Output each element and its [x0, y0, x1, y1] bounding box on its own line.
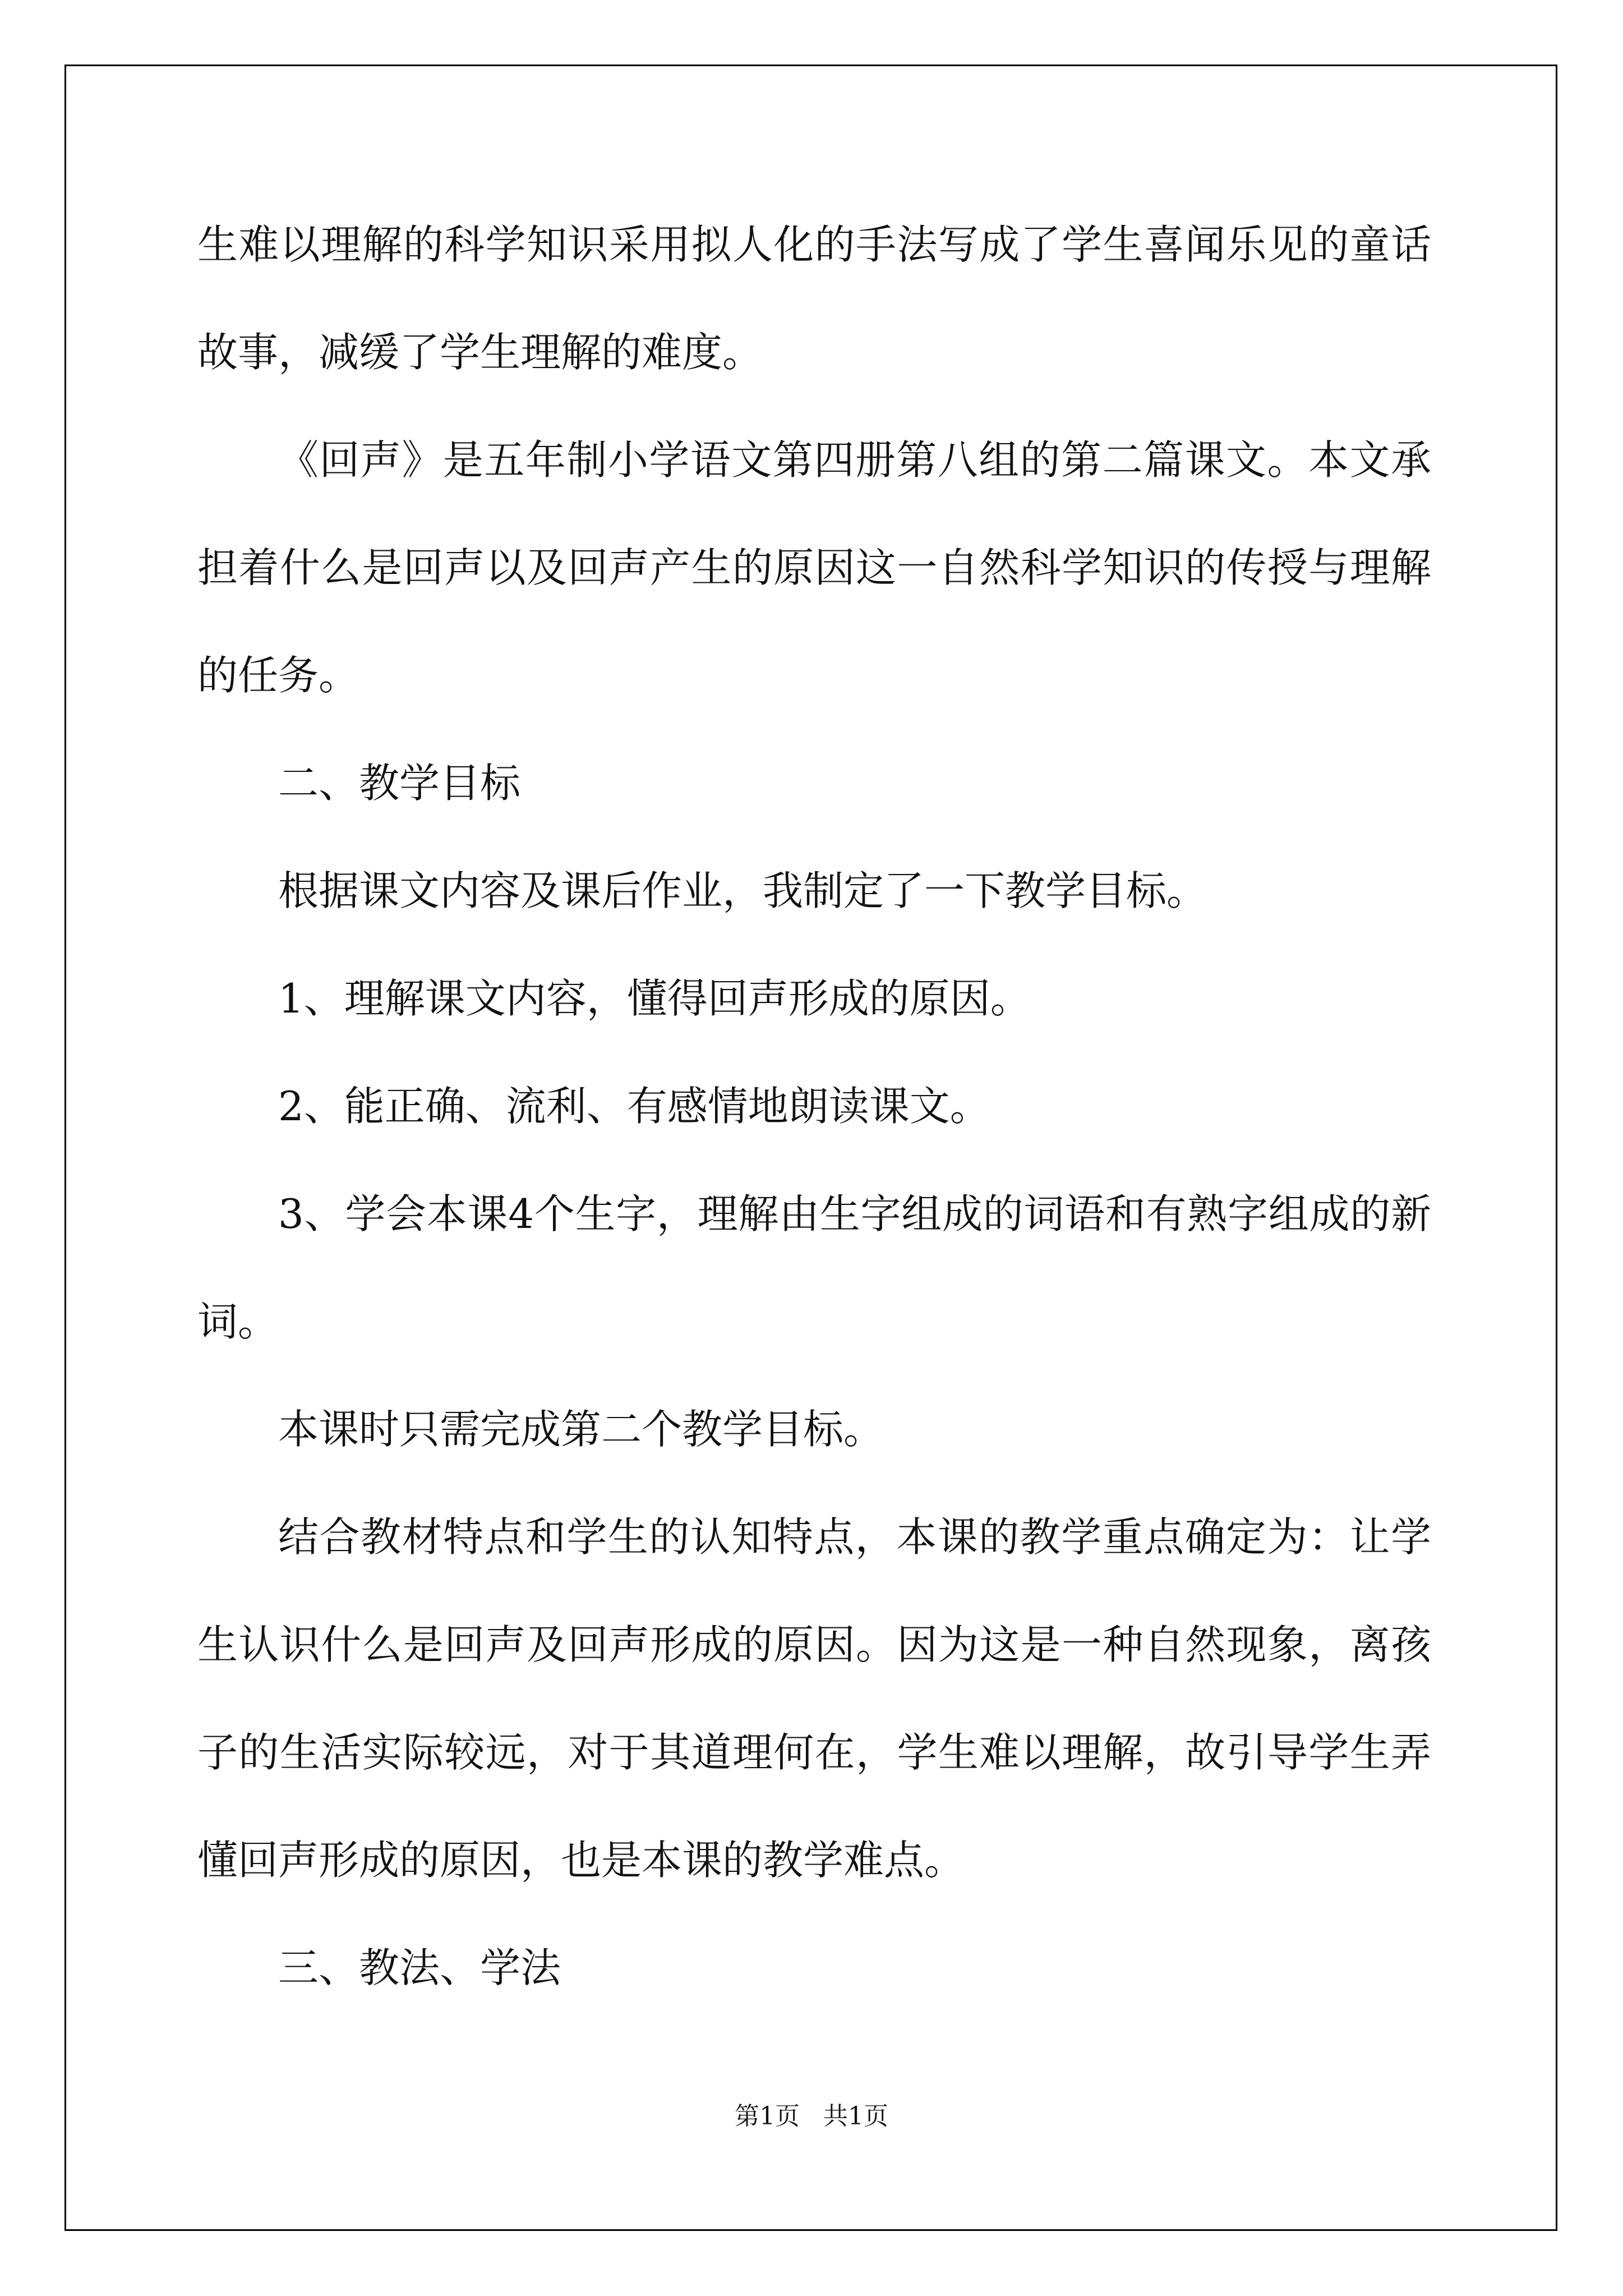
- section-heading-3: 三、教法、学法: [278, 1944, 561, 1991]
- objective-3: 3、学会本课4个生字，理解由生字组成的词语和有熟字组成的新词。: [197, 1190, 1431, 1345]
- page-footer: 第1页 共1页: [735, 2102, 888, 2131]
- paragraph-2: 《回声》是五年制小学语文第四册第八组的第二篇课文。本文承担着什么是回声以及回声产生的原因这一自然科学知识的传授与理解的任务。: [197, 436, 1431, 699]
- paragraph-1: 生难以理解的科学知识采用拟人化的手法写成了学生喜闻乐见的童话故事，减缓了学生理解的难度。: [197, 221, 1431, 376]
- objective-1: 1、理解课文内容，懂得回声形成的原因。: [278, 975, 1031, 1022]
- paragraph-8: 本课时只需完成第二个教学目标。: [278, 1406, 884, 1453]
- objective-2: 2、能正确、流利、有感情地朗读课文。: [278, 1083, 990, 1130]
- document-body: [197, 191, 1431, 2022]
- paragraph-9: 结合教材特点和学生的认知特点，本课的教学重点确定为：让学生认识什么是回声及回声形成的原因。因为这是一种自然现象，离孩子的生活实际较远，对于其道理何在，学生难以理解，故引导学生弄懂回声形成的原因，也是本课的教学难点。: [197, 1513, 1431, 1884]
- section-heading-2: 二、教学目标: [278, 760, 521, 807]
- paragraph-4: 根据课文内容及课后作业，我制定了一下教学目标。: [278, 867, 1207, 914]
